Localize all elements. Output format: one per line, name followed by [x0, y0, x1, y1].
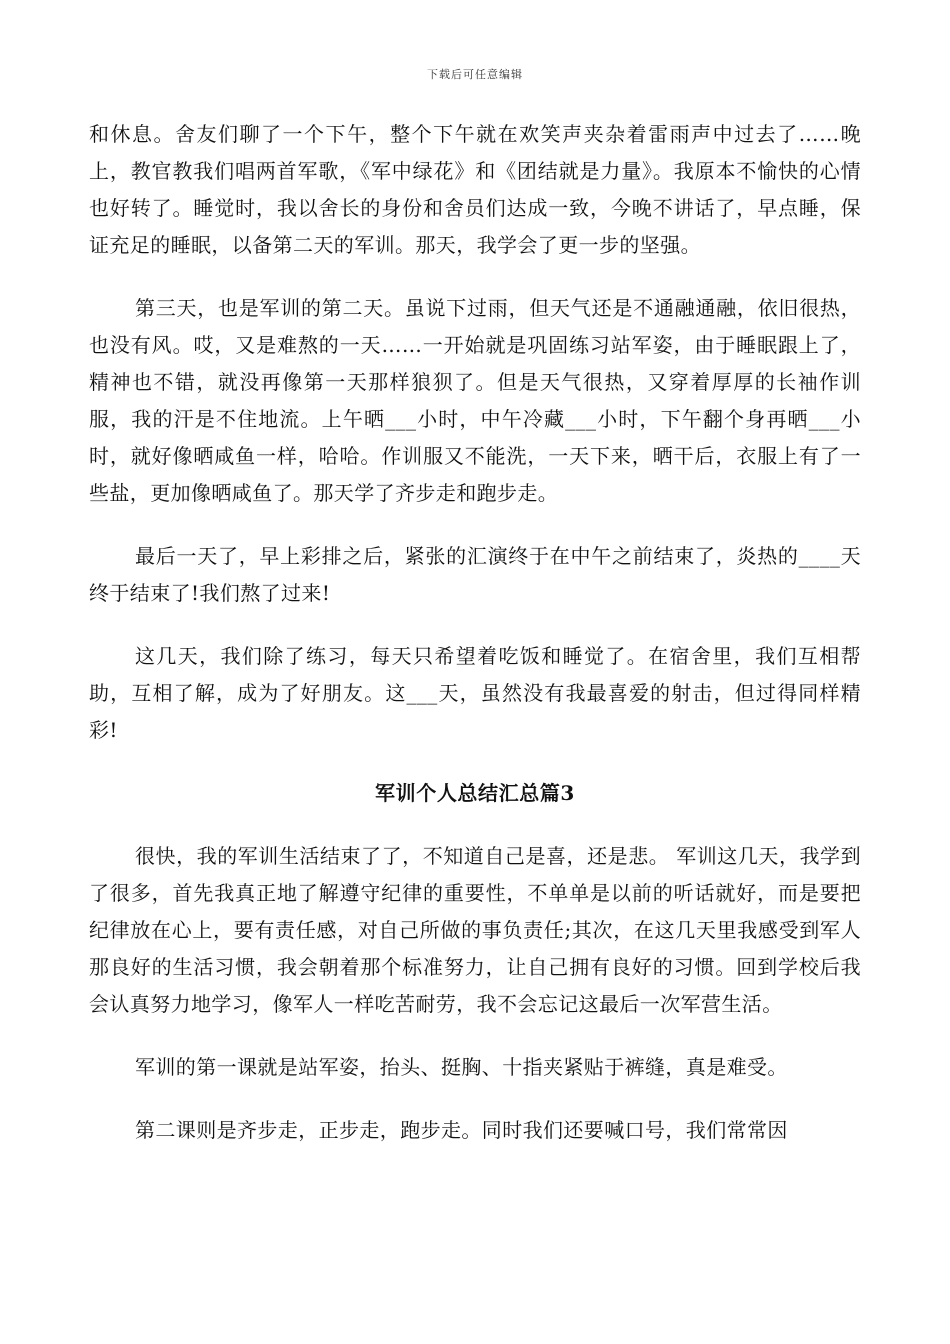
- download-note: 下载后可任意编辑: [427, 68, 523, 81]
- paragraph-5: 很快，我的军训生活结束了了，不知道自己是喜，还是悲。 军训这几天，我学到了很多，首先我真正地了解遵守纪律的重要性，不单单是以前的听话就好，而是要把纪律放在心上，要有责任感，对自己所做的事负责任;其次，在这几天里我感受到军人那良好的生活习惯，我会朝着那个标准努力，让自己拥有良好的习惯。回到学校后我会认真努力地学习，像军人一样吃苦耐劳，我不会忘记这最后一次军营生活。: [89, 844, 861, 1016]
- paragraph-gap: [89, 512, 861, 538]
- paragraph-gap: [89, 1086, 861, 1112]
- paragraph-2: 第三天，也是军训的第二天。虽说下过雨，但天气还是不通融通融，依旧很热，也没有风。哎，又是难熬的一天……一开始就是巩固练习站军姿，由于睡眠跟上了，精神也不错，就没再像第一天那样狼狈了。但是天气很热，又穿着厚厚的长袖作训服，我的汗是不住地流。上午晒___小时，中午冷藏___小时，下午翻个身再晒___小时，就好像晒咸鱼一样，哈哈。作训服又不能洗，一天下来，晒干后，衣服上有了一些盐，更加像晒咸鱼了。那天学了齐步走和跑步走。: [89, 296, 861, 505]
- paragraph-gap: [89, 749, 861, 775]
- paragraph-6: 军训的第一课就是站军姿，抬头、挺胸、十指夹紧贴于裤缝，真是难受。: [135, 1055, 788, 1079]
- paragraph-gap: [89, 612, 861, 638]
- document-body: [89, 116, 861, 1149]
- paragraph-4: 这几天，我们除了练习，每天只希望着吃饭和睡觉了。在宿舍里，我们互相帮助，互相了解，成为了好朋友。这___天，虽然没有我最喜爱的射击，但过得同样精彩!: [89, 644, 861, 742]
- paragraph-3: 最后一天了，早上彩排之后，紧张的汇演终于在中午之前结束了，炎热的____天终于结束了!我们熬了过来!: [89, 544, 861, 605]
- paragraph-gap: [89, 264, 861, 290]
- section-title: 军训个人总结汇总篇3: [375, 781, 575, 805]
- paragraph-gap: [89, 1023, 861, 1049]
- paragraph-7: 第二课则是齐步走，正步走，跑步走。同时我们还要喊口号，我们常常因: [135, 1118, 788, 1142]
- paragraph-1: 和休息。舍友们聊了一个下午，整个下午就在欢笑声夹杂着雷雨声中过去了……晚上，教官教我们唱两首军歌，《军中绿花》和《团结就是力量》。我原本不愉快的心情也好转了。睡觉时，我以舍长的身份和舍员们达成一致，今晚不讲话了，早点睡，保证充足的睡眠，以备第二天的军训。那天，我学会了更一步的坚强。: [89, 122, 861, 257]
- paragraph-gap: [89, 812, 861, 838]
